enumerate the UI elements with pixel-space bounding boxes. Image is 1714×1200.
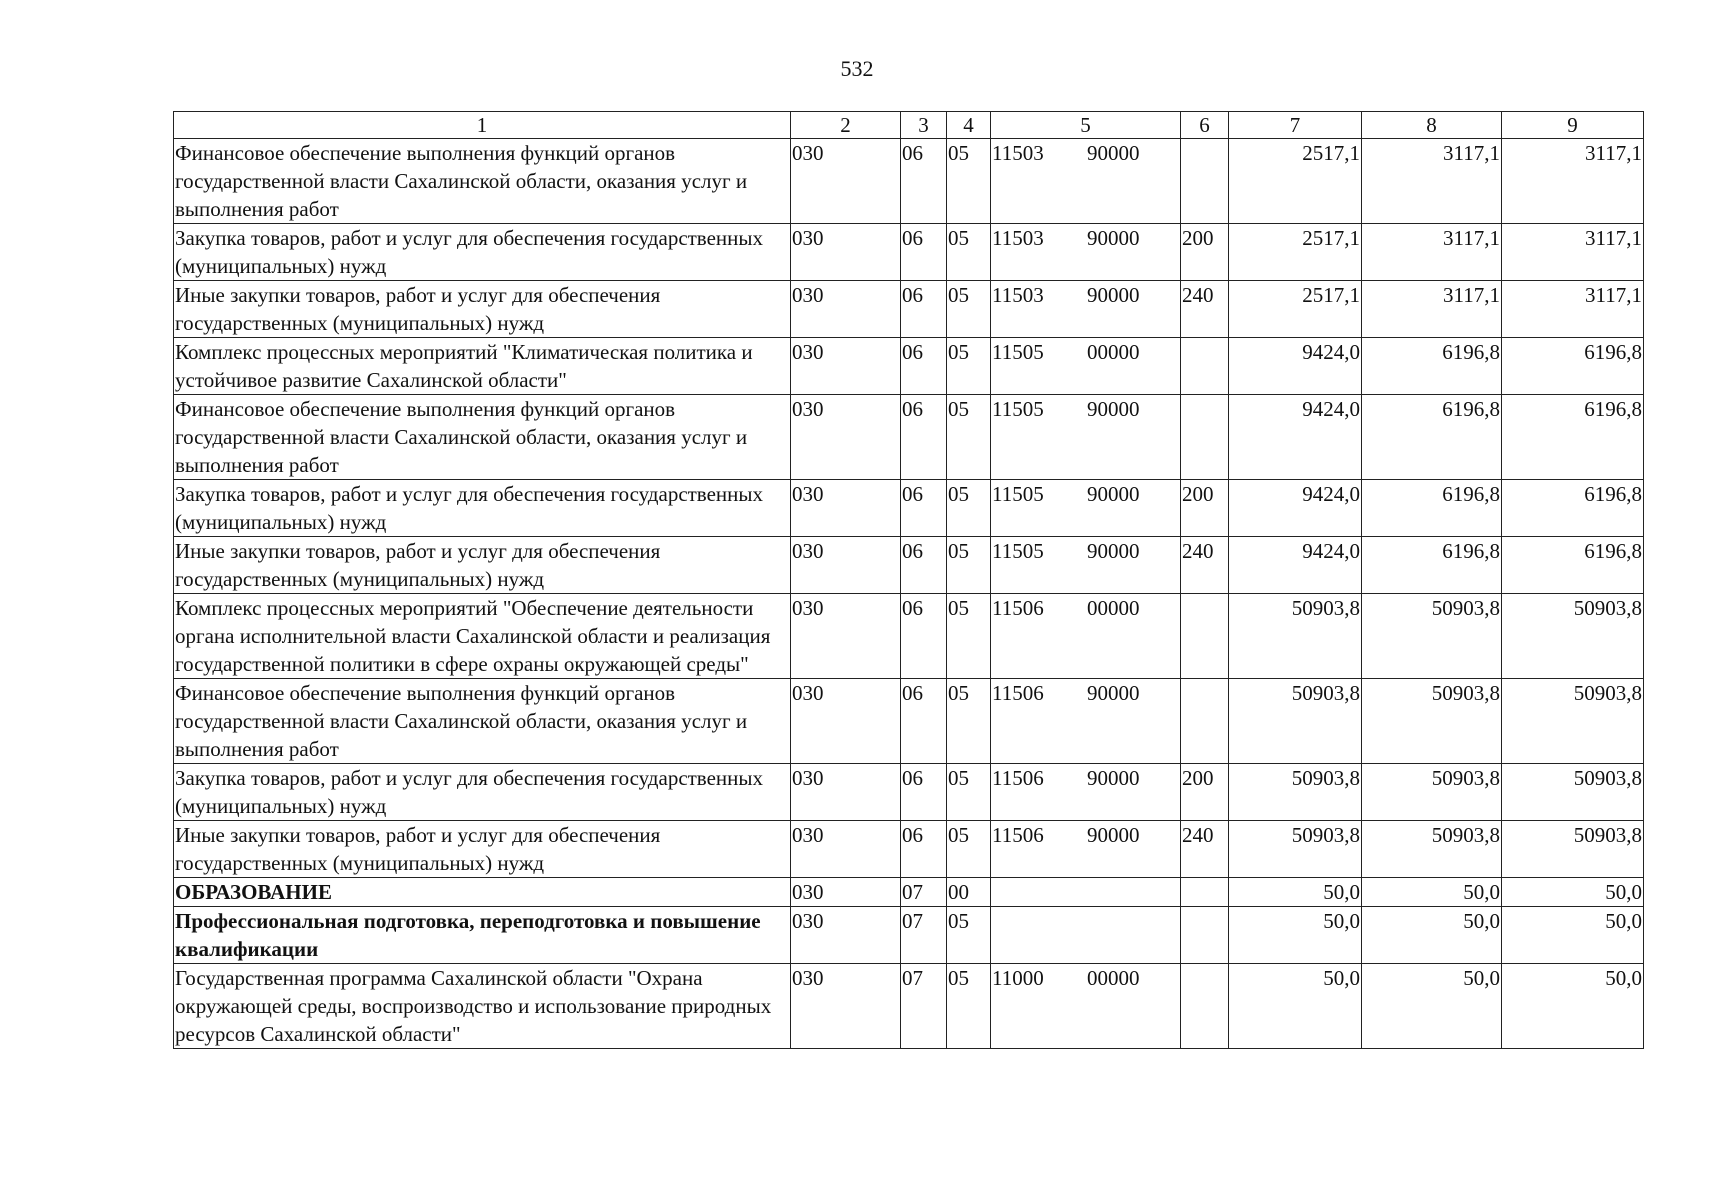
amount-col8: 3117,1 [1362,224,1502,281]
admin-code: 030 [791,139,901,224]
row-name: Финансовое обеспечение выполнения функций органов государственной власти Сахалинской области, оказания услуг и выполнения работ [174,395,791,480]
header-cell: 9 [1502,112,1644,139]
amount-col8: 6196,8 [1362,480,1502,537]
amount-col9: 50,0 [1502,964,1644,1049]
admin-code: 030 [791,338,901,395]
program-code: 11506 [992,766,1044,790]
amount-col9: 50903,8 [1502,821,1644,878]
table-row [174,395,1644,480]
admin-code: 030 [791,395,901,480]
section-code: 06 [901,224,947,281]
budget-table [173,111,1644,1049]
target-article-parts [992,338,1179,366]
expense-type-code [1181,679,1229,764]
target-article-code [991,224,1181,281]
table-row [174,821,1644,878]
amount-col7: 50,0 [1229,964,1362,1049]
target-article-code [991,480,1181,537]
target-article-parts [992,281,1179,309]
section-code: 06 [901,764,947,821]
target-article-code [991,964,1181,1049]
program-code: 11503 [992,283,1044,307]
amount-col7: 9424,0 [1229,338,1362,395]
table-row [174,338,1644,395]
section-code: 06 [901,139,947,224]
amount-col7: 2517,1 [1229,224,1362,281]
program-code: 11505 [992,397,1044,421]
amount-col9: 50903,8 [1502,679,1644,764]
amount-col9: 50,0 [1502,907,1644,964]
subsection-code: 05 [947,395,991,480]
expense-type-code [1181,395,1229,480]
amount-col9: 3117,1 [1502,281,1644,338]
amount-col7: 2517,1 [1229,281,1362,338]
amount-col7: 50903,8 [1229,764,1362,821]
program-code: 11000 [992,966,1044,990]
amount-col7: 50,0 [1229,907,1362,964]
expense-type-code [1181,139,1229,224]
expense-type-code [1181,907,1229,964]
direction-code: 90000 [1087,539,1140,563]
amount-col8: 50903,8 [1362,821,1502,878]
target-article-code [991,338,1181,395]
admin-code: 030 [791,679,901,764]
header-cell: 6 [1181,112,1229,139]
section-code: 07 [901,878,947,907]
amount-col9: 6196,8 [1502,480,1644,537]
direction-code: 90000 [1087,482,1140,506]
subsection-code: 05 [947,537,991,594]
section-code: 06 [901,480,947,537]
amount-col8: 50,0 [1362,964,1502,1049]
amount-col7: 2517,1 [1229,139,1362,224]
program-code: 11506 [992,823,1044,847]
subsection-code: 05 [947,224,991,281]
amount-col8: 3117,1 [1362,281,1502,338]
target-article-code [991,764,1181,821]
section-code: 07 [901,964,947,1049]
row-name: Иные закупки товаров, работ и услуг для обеспечения государственных (муниципальных) нужд [174,537,791,594]
subsection-code: 05 [947,764,991,821]
target-article-code [991,907,1181,964]
subsection-code: 05 [947,480,991,537]
target-article-code [991,878,1181,907]
target-article-code [991,537,1181,594]
subsection-code: 05 [947,821,991,878]
table-body [174,139,1644,1049]
amount-col9: 6196,8 [1502,537,1644,594]
subsection-code: 05 [947,338,991,395]
amount-col9: 3117,1 [1502,224,1644,281]
direction-code: 90000 [1087,823,1140,847]
target-article-parts [992,821,1179,849]
subsection-code: 05 [947,594,991,679]
header-cell: 5 [991,112,1181,139]
direction-code: 90000 [1087,141,1140,165]
admin-code: 030 [791,964,901,1049]
amount-col8: 50903,8 [1362,679,1502,764]
target-article-parts [992,679,1179,707]
header-cell: 7 [1229,112,1362,139]
row-name: Закупка товаров, работ и услуг для обеспечения государственных (муниципальных) нужд [174,480,791,537]
header-cell: 1 [174,112,791,139]
section-code: 06 [901,679,947,764]
amount-col7: 50,0 [1229,878,1362,907]
admin-code: 030 [791,764,901,821]
expense-type-code [1181,964,1229,1049]
amount-col9: 50,0 [1502,878,1644,907]
direction-code: 90000 [1087,397,1140,421]
table-row [174,224,1644,281]
subsection-code: 05 [947,281,991,338]
row-name: Финансовое обеспечение выполнения функций органов государственной власти Сахалинской области, оказания услуг и выполнения работ [174,139,791,224]
target-article-code [991,594,1181,679]
amount-col8: 3117,1 [1362,139,1502,224]
target-article-parts [992,764,1179,792]
header-cell: 3 [901,112,947,139]
expense-type-code: 200 [1181,480,1229,537]
section-code: 06 [901,395,947,480]
admin-code: 030 [791,224,901,281]
program-code: 11505 [992,539,1044,563]
expense-type-code: 240 [1181,821,1229,878]
direction-code: 00000 [1087,340,1140,364]
table-row [174,480,1644,537]
row-name: Иные закупки товаров, работ и услуг для обеспечения государственных (муниципальных) нужд [174,821,791,878]
amount-col8: 6196,8 [1362,338,1502,395]
subsection-code: 05 [947,139,991,224]
row-name: Комплекс процессных мероприятий "Климатическая политика и устойчивое развитие Сахалинской области" [174,338,791,395]
table-row [174,679,1644,764]
target-article-code [991,395,1181,480]
section-code: 07 [901,907,947,964]
expense-type-code [1181,594,1229,679]
section-code: 06 [901,821,947,878]
table-row [174,281,1644,338]
subsection-code: 05 [947,964,991,1049]
direction-code: 90000 [1087,226,1140,250]
program-code: 11503 [992,226,1044,250]
admin-code: 030 [791,878,901,907]
section-code: 06 [901,594,947,679]
direction-code: 90000 [1087,283,1140,307]
row-name: Закупка товаров, работ и услуг для обеспечения государственных (муниципальных) нужд [174,224,791,281]
amount-col8: 6196,8 [1362,395,1502,480]
admin-code: 030 [791,480,901,537]
amount-col7: 50903,8 [1229,821,1362,878]
amount-col7: 9424,0 [1229,537,1362,594]
expense-type-code [1181,338,1229,395]
direction-code: 90000 [1087,766,1140,790]
amount-col7: 9424,0 [1229,480,1362,537]
admin-code: 030 [791,821,901,878]
expense-type-code: 200 [1181,224,1229,281]
section-code: 06 [901,537,947,594]
header-cell: 4 [947,112,991,139]
amount-col9: 6196,8 [1502,338,1644,395]
admin-code: 030 [791,537,901,594]
program-code: 11505 [992,340,1044,364]
amount-col8: 50903,8 [1362,764,1502,821]
row-name: Государственная программа Сахалинской области "Охрана окружающей среды, воспроизводство и использование природных ресурсов Сахалинской области" [174,964,791,1049]
amount-col7: 9424,0 [1229,395,1362,480]
header-cell: 8 [1362,112,1502,139]
amount-col9: 50903,8 [1502,764,1644,821]
header-row [174,112,1644,139]
program-code: 11503 [992,141,1044,165]
program-code: 11505 [992,482,1044,506]
table-row [174,907,1644,964]
target-article-parts [992,964,1179,992]
table-row [174,764,1644,821]
program-code: 11506 [992,596,1044,620]
row-name: Иные закупки товаров, работ и услуг для обеспечения государственных (муниципальных) нужд [174,281,791,338]
target-article-parts [992,594,1179,622]
table-row [174,537,1644,594]
expense-type-code: 240 [1181,281,1229,338]
target-article-parts [992,537,1179,565]
amount-col8: 50,0 [1362,878,1502,907]
direction-code: 00000 [1087,966,1140,990]
expense-type-code: 240 [1181,537,1229,594]
header-cell: 2 [791,112,901,139]
target-article-parts [992,480,1179,508]
row-name: ОБРАЗОВАНИЕ [174,878,791,907]
admin-code: 030 [791,281,901,338]
target-article-parts [992,139,1179,167]
table-row [174,878,1644,907]
program-code: 11506 [992,681,1044,705]
amount-col8: 50,0 [1362,907,1502,964]
direction-code: 90000 [1087,681,1140,705]
subsection-code: 05 [947,679,991,764]
amount-col7: 50903,8 [1229,594,1362,679]
target-article-code [991,139,1181,224]
page-number: 532 [840,56,874,81]
subsection-code: 05 [947,907,991,964]
target-article-code [991,679,1181,764]
direction-code: 00000 [1087,596,1140,620]
target-article-parts [992,395,1179,423]
amount-col7: 50903,8 [1229,679,1362,764]
table-row [174,964,1644,1049]
target-article-code [991,281,1181,338]
target-article-code [991,821,1181,878]
amount-col8: 6196,8 [1362,537,1502,594]
expense-type-code [1181,878,1229,907]
amount-col9: 3117,1 [1502,139,1644,224]
admin-code: 030 [791,907,901,964]
admin-code: 030 [791,594,901,679]
amount-col9: 6196,8 [1502,395,1644,480]
row-name: Закупка товаров, работ и услуг для обеспечения государственных (муниципальных) нужд [174,764,791,821]
amount-col8: 50903,8 [1362,594,1502,679]
subsection-code: 00 [947,878,991,907]
section-code: 06 [901,281,947,338]
section-code: 06 [901,338,947,395]
expense-type-code: 200 [1181,764,1229,821]
table-row [174,139,1644,224]
row-name: Комплекс процессных мероприятий "Обеспечение деятельности органа исполнительной власти Сахалинской области и реализация государственной политики в сфере охраны окружающей среды" [174,594,791,679]
target-article-parts [992,224,1179,252]
row-name: Финансовое обеспечение выполнения функций органов государственной власти Сахалинской области, оказания услуг и выполнения работ [174,679,791,764]
table-row [174,594,1644,679]
amount-col9: 50903,8 [1502,594,1644,679]
row-name: Профессиональная подготовка, переподготовка и повышение квалификации [174,907,791,964]
